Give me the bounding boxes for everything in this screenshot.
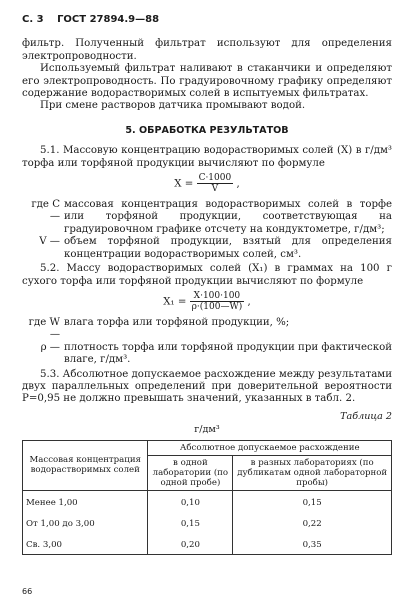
formula-1 [22, 173, 392, 194]
cell-single-lab: 0,15 [148, 512, 233, 533]
definition-row [22, 317, 392, 342]
cell-single-lab: 0,10 [148, 490, 233, 512]
section-title: 5. ОБРАБОТКА РЕЗУЛЬТАТОВ [125, 124, 289, 136]
definitions-1 [22, 199, 392, 261]
formula-2-denominator: ρ·(100—W) [191, 301, 243, 312]
header-single-lab: в одной лаборатории (по одной пробе) [148, 455, 233, 490]
tolerance-table [22, 440, 392, 555]
definition-row [22, 236, 392, 261]
header-multi-lab: в разных лабораториях (по дубликатам одной лабораторной пробы) [233, 455, 392, 490]
intro-paragraph-2: Используемый фильтрат наливают в стаканчики и определяют его электропроводность. По градуировочному графику определяют содержание водорастворимых солей в испытуемых фильтратах. [22, 63, 392, 100]
cell-multi-lab: 0,35 [233, 533, 392, 555]
page-header [22, 14, 392, 26]
formula-1-numerator: C·1000 [198, 173, 232, 184]
formula-2 [22, 291, 392, 312]
definition-symbol: где W — [28, 316, 60, 341]
paragraph-5-3: 5.3. Абсолютное допускаемое расхождение между результатами двух параллельных определений при доверительной вероятности P=0,95 не должно превышать значений, указанных в табл. 2. [22, 368, 393, 405]
definition-text: объем торфяной продукции, взятый для определения концентрации водорастворимых солей, см³. [64, 236, 392, 260]
cell-single-lab: 0,20 [148, 533, 233, 555]
cell-multi-lab: 0,22 [233, 512, 392, 533]
cell-range: Св. 3,00 [23, 533, 148, 555]
definition-row [22, 342, 392, 367]
cell-multi-lab: 0,15 [233, 490, 392, 512]
cell-range: Менее 1,00 [23, 490, 148, 512]
formula-1-tail: , [236, 178, 240, 190]
formula-2-tail: , [247, 296, 251, 308]
paragraph-5-2: 5.2. Массу водорастворимых солей (X₁) в граммах на 100 г сухого торфа или торфяной продукции вычисляют по формуле [22, 263, 392, 287]
table-row [23, 512, 392, 533]
page-label: С. 3 [22, 14, 44, 25]
formula-1-fraction [197, 173, 234, 194]
formula-1-lhs: X = [174, 178, 194, 190]
formula-2-numerator: X·100·100 [190, 291, 245, 302]
definition-text: влага торфа или торфяной продукции, %; [64, 316, 290, 328]
standard-id: ГОСТ 27894.9—88 [57, 14, 160, 25]
cell-range: От 1,00 до 3,00 [23, 512, 148, 533]
table-unit: г/дм³ [194, 424, 220, 436]
header-concentration: Массовая концентрация водорастворимых солей [23, 440, 148, 490]
header-group: Абсолютное допускаемое расхождение [148, 440, 392, 455]
intro-paragraph-1: фильтр. Полученный фильтрат используют для определения электропроводности. [22, 38, 392, 62]
page-number: 66 [22, 586, 33, 596]
definition-symbol: V — [39, 236, 60, 248]
intro-paragraph-3: При смене растворов датчика промывают водой. [40, 100, 306, 112]
definitions-2 [22, 317, 392, 367]
paragraph-5-1: 5.1. Массовую концентрацию водорастворимых солей (X) в г/дм³ торфа или торфяной продукции вычисляют по формуле [22, 145, 392, 169]
definition-text: плотность торфа или торфяной продукции при фактической влаге, г/дм³. [64, 341, 392, 366]
definition-symbol: ρ — [40, 341, 60, 353]
table-row [23, 490, 392, 512]
formula-2-fraction [190, 291, 245, 312]
formula-1-denominator: V [211, 184, 219, 195]
formula-2-lhs: X₁ = [163, 296, 187, 308]
definition-symbol: где C — [31, 199, 60, 223]
definition-row [22, 199, 392, 236]
table-row [23, 533, 392, 555]
table-caption: Таблица 2 [340, 410, 392, 422]
definition-text: массовая концентрация водорастворимых солей в торфе или торфяной продукции, соответствующая на градуировочном графике отсчету на кондуктометре, г/дм³; [64, 199, 392, 235]
